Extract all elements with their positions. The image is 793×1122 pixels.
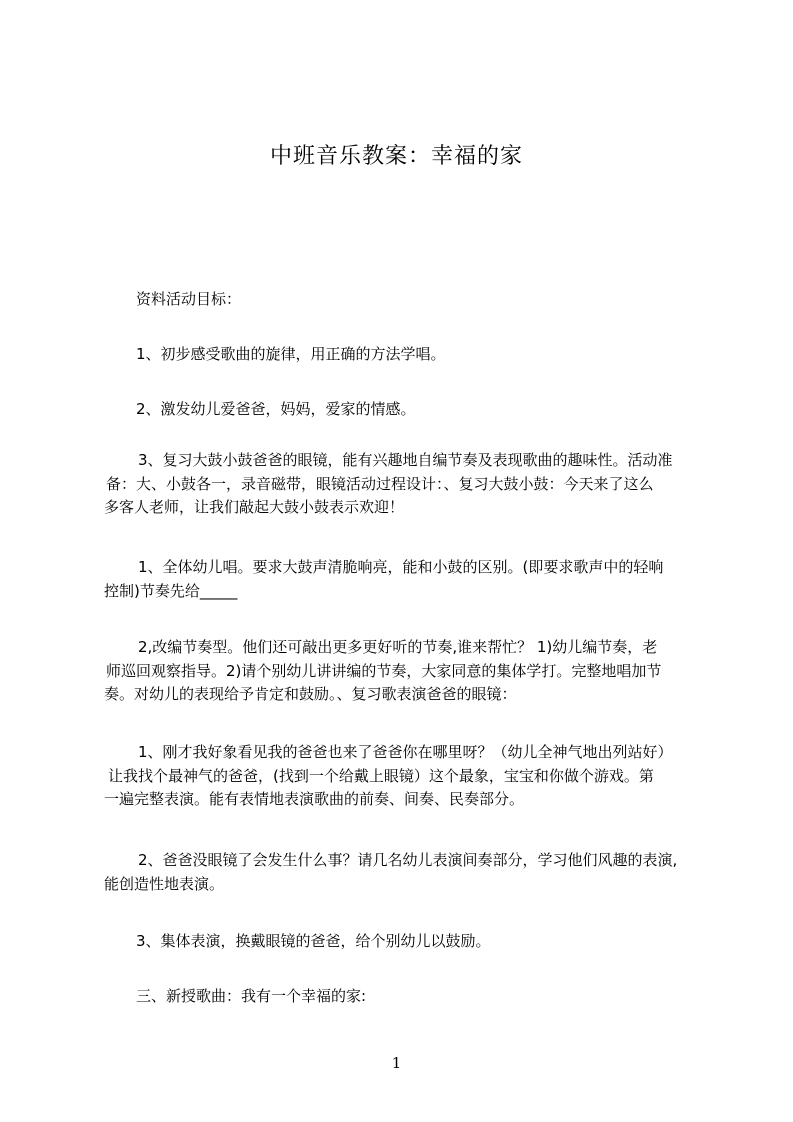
- text-line: 能创造性地表演。: [104, 874, 225, 893]
- text-line: 1、刚才我好象看见我的爸爸也来了爸爸你在哪里呀？（幼儿全神气地出列站好）: [138, 743, 673, 761]
- text-line: 备：大、小鼓各一，录音磁带，眼镜活动过程设计：、复习大鼓小鼓：今天来了这么: [106, 474, 654, 493]
- paragraph-performance-1: [104, 741, 673, 812]
- text-line: 三、新授歌曲：我有一个幸福的家:: [136, 987, 367, 1005]
- paragraph-step-1: [104, 556, 663, 603]
- paragraph-performance-2: [104, 849, 677, 896]
- paragraph-objectives-heading: [136, 288, 241, 312]
- text-line: 师巡回观察指导。2)请个别幼儿讲讲编的节奏，大家同意的集体学打。完整地唱加节: [106, 661, 662, 680]
- text-line: 2,改编节奏型。他们还可敲出更多更好听的节奏,谁来帮忙？ 1)幼儿编节奏，老: [138, 638, 658, 656]
- text-line: 让我找个最神气的爸爸，(找到一个给戴上眼镜）这个最象，宝宝和你做个游戏。第: [108, 766, 654, 785]
- text-line: 3、集体表演，换戴眼镜的爸爸，给个别幼儿以鼓励。: [136, 932, 491, 950]
- document-title: 中班音乐教案：幸福的家: [269, 144, 523, 169]
- text-line: 1、全体幼儿唱。要求大鼓声清脆响亮，能和小鼓的区别。(即要求歌声中的轻响: [138, 558, 664, 576]
- text-line: 2、爸爸没眼镜了会发生什么事？请几名幼儿表演间奏部分，学习他们风趣的表演,: [138, 851, 678, 869]
- text-line: 3、复习大鼓小鼓爸爸的眼镜，能有兴趣地自编节奏及表现歌曲的趣味性。活动准: [138, 451, 673, 469]
- paragraph-objective-1: [136, 343, 446, 367]
- text-line: 奏。对幼儿的表现给予肯定和鼓励。、复习歌表演爸爸的眼镜：: [104, 685, 517, 703]
- text-line: 一遍完整表演。能有表情地表演歌曲的前奏、间奏、民奏部分。: [104, 790, 525, 808]
- paragraph-performance-3: [136, 930, 491, 954]
- text-line: 控制)节奏先给_____: [104, 581, 238, 600]
- text-line: 2、激发幼儿爱爸爸，妈妈，爱家的情感。: [136, 400, 416, 418]
- paragraph-objective-2: [136, 398, 416, 422]
- paragraph-section-3: [136, 985, 366, 1009]
- paragraph-objective-3: [104, 449, 673, 520]
- text-line: 资料活动目标：: [136, 290, 242, 308]
- page-number: 1: [391, 1054, 402, 1072]
- text-line: 多客人老师，让我们敲起大鼓小鼓表示欢迎！: [104, 498, 405, 516]
- text-line: 1、初步感受歌曲的旋律，用正确的方法学唱。: [136, 345, 446, 363]
- paragraph-step-2: [104, 636, 661, 707]
